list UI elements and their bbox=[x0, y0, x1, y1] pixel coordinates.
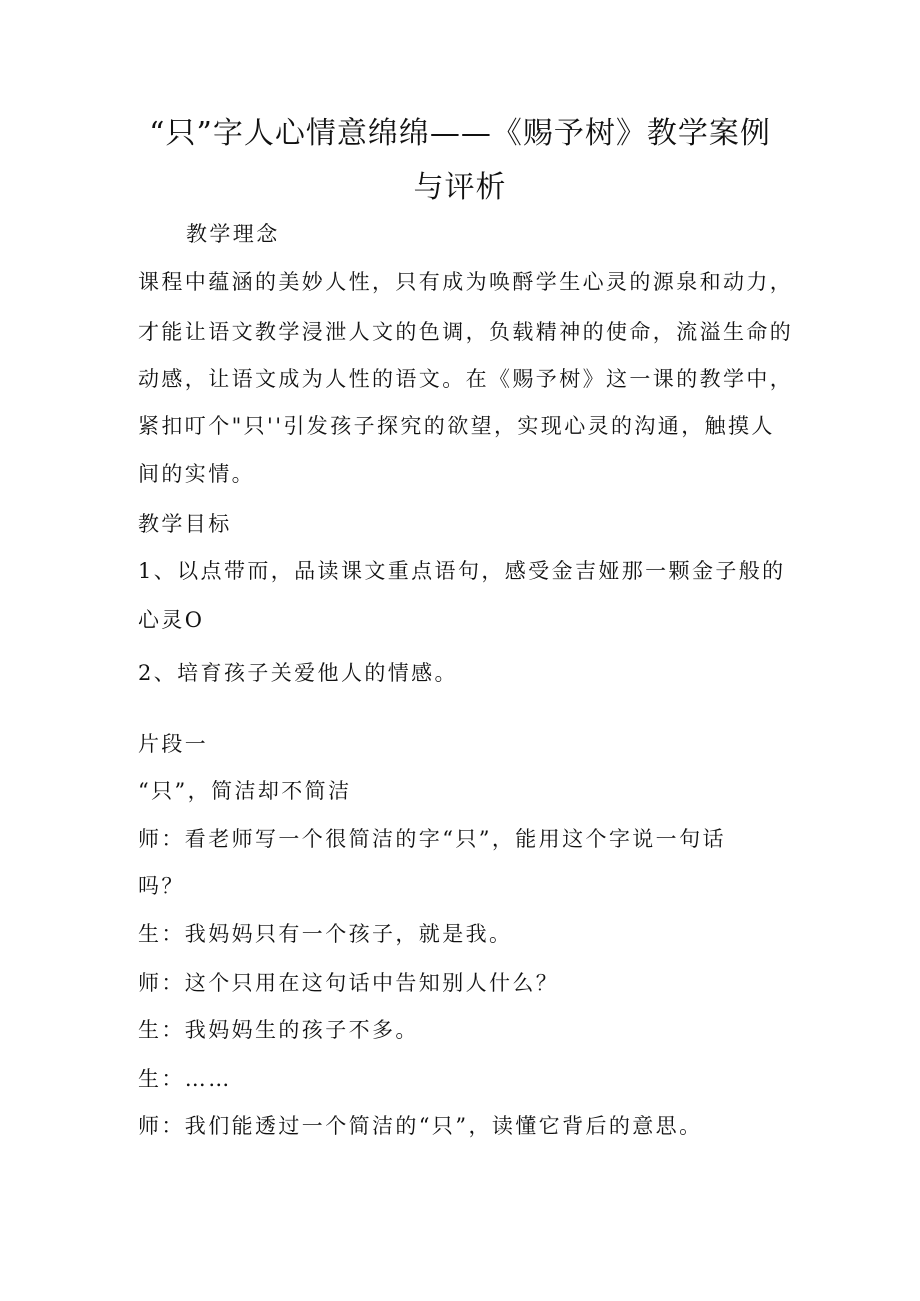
section-heading-concept: 教学理念 bbox=[186, 222, 280, 246]
concept-paragraph-line: 间的实情。 bbox=[138, 462, 255, 486]
dialogue-line: 生：我妈妈生的孩子不多。 bbox=[138, 1018, 419, 1042]
dialogue-line: 生：我妈妈只有一个孩子，就是我。 bbox=[138, 922, 513, 946]
goal-1-line-2: 心灵O bbox=[138, 608, 205, 632]
goal-1-line-1: 1、以点带而，品读课文重点语句，感受金吉娅那一颗金子般的 bbox=[138, 559, 786, 583]
dialogue-line: 吗？ bbox=[138, 874, 185, 898]
dialogue-line: 师：我们能透过一个简洁的“只”，读懂它背后的意思。 bbox=[138, 1114, 703, 1138]
fragment-title: 片段一 bbox=[138, 732, 209, 756]
concept-paragraph-line: 紧扣叮个"只''引发孩子探究的欲望，实现心灵的沟通，触摸人 bbox=[138, 414, 775, 438]
concept-paragraph-line: 才能让语文教学浸泄人文的色调，负载精神的使命，流溢生命的 bbox=[138, 320, 794, 344]
concept-paragraph-line: 课程中蕴涵的美妙人性，只有成为唤酹学生心灵的源泉和动力， bbox=[138, 270, 794, 294]
section-heading-goals: 教学目标 bbox=[138, 512, 232, 536]
document-title-line-1: “只”字人心情意绵绵——《赐予树》教学案例 bbox=[149, 116, 771, 151]
dialogue-line: 师：看老师写一个很简洁的字“只”，能用这个字说一句话 bbox=[138, 827, 726, 851]
fragment-subtitle: “只”，简洁却不简洁 bbox=[138, 779, 352, 803]
dialogue-line: 生：…… bbox=[138, 1067, 232, 1091]
concept-paragraph-line: 动感，让语文成为人性的语文。在《赐予树》这一课的教学中， bbox=[138, 367, 794, 391]
goal-2: 2、培育孩子关爱他人的情感。 bbox=[138, 661, 458, 685]
document-title-line-2: 与评析 bbox=[413, 170, 507, 205]
dialogue-line: 师：这个只用在这句话中告知别人什么？ bbox=[138, 971, 560, 995]
